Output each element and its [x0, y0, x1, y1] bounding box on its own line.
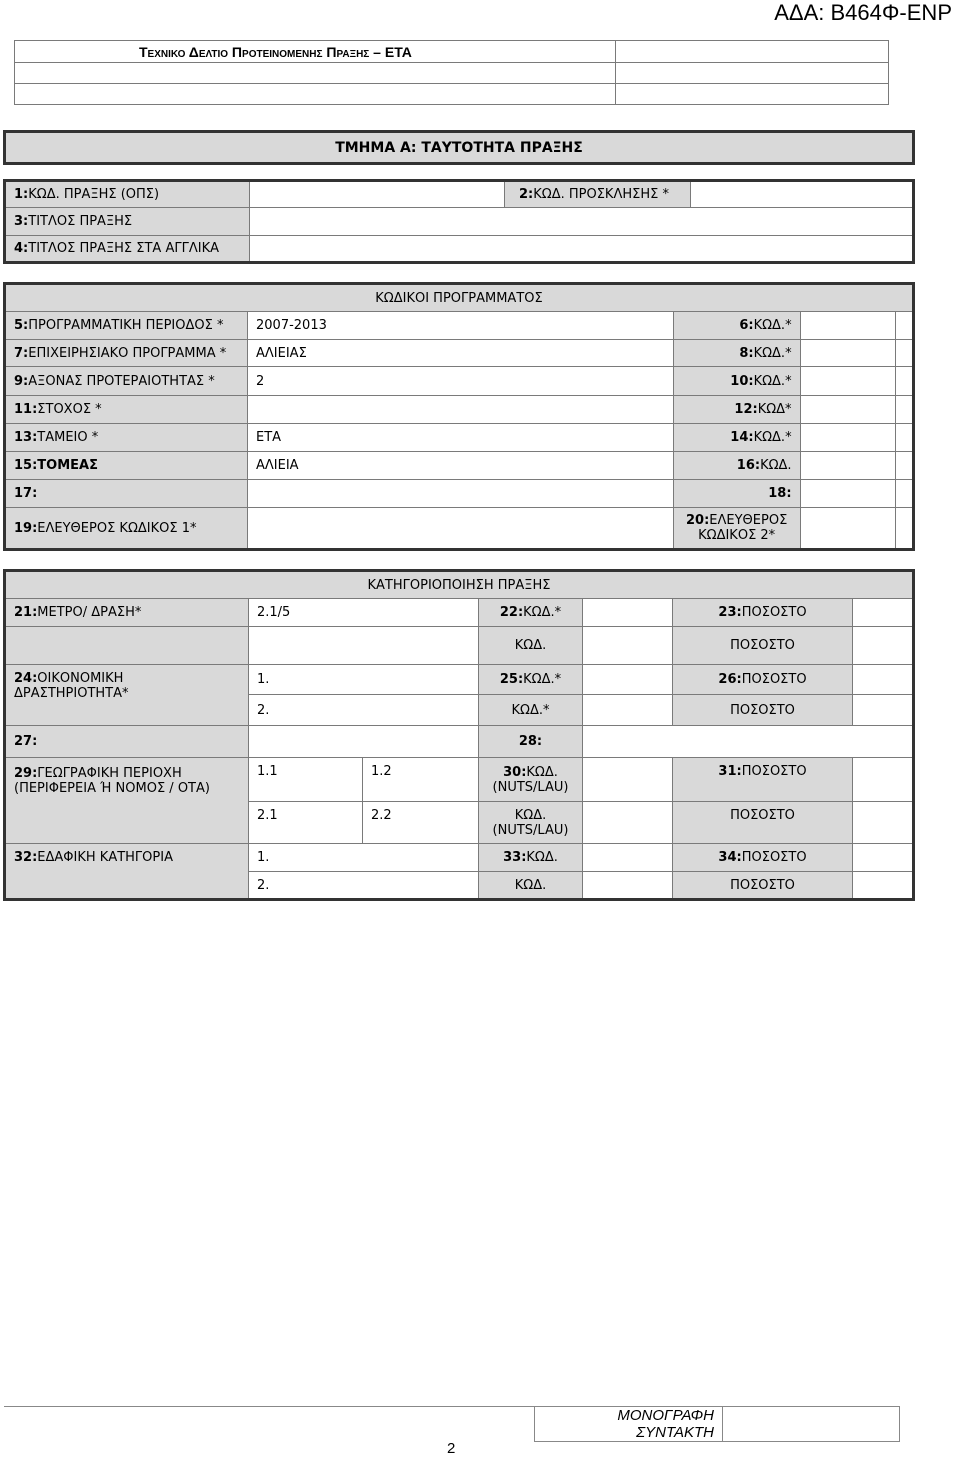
field-3-label: 3:ΤΙΤΛΟΣ ΠΡΑΞΗΣ	[5, 208, 250, 236]
pososto-4-label: ΠΟΣΟΣΤΟ	[673, 872, 853, 900]
field-3-value[interactable]	[250, 208, 914, 236]
field-11-label: 11:ΣΤΟΧΟΣ *	[5, 396, 248, 424]
field-14-extra[interactable]	[896, 424, 914, 452]
field-28-label: 28:	[479, 726, 583, 758]
geo-1-2[interactable]: 1.2	[363, 758, 479, 802]
field-16-value[interactable]	[800, 452, 895, 480]
field-15-label: 15:ΤΟΜΕΑΣ	[5, 452, 248, 480]
field-11-value[interactable]	[248, 396, 674, 424]
field-25-label: 25:ΚΩΔ.*	[479, 665, 583, 695]
geo-2-1[interactable]: 2.1	[249, 802, 363, 844]
field-12-value[interactable]	[800, 396, 895, 424]
field-22-value[interactable]	[583, 599, 673, 627]
field-29-label: 29:ΓΕΩΓΡΑΦΙΚΗ ΠΕΡΙΟΧΗ (ΠΕΡΙΦΕΡΕΙΑ Ή ΝΟΜΟΣ / ΟΤΑ)	[5, 758, 249, 844]
field-1-value[interactable]	[250, 181, 505, 208]
field-23-value[interactable]	[853, 599, 914, 627]
pososto-3-label: ΠΟΣΟΣΤΟ	[673, 802, 853, 844]
field-6-extra[interactable]	[896, 312, 914, 340]
header-table	[14, 40, 889, 105]
page-number: 2	[447, 1440, 456, 1457]
field-17-label: 17:	[5, 480, 248, 508]
field-20-value[interactable]	[800, 508, 895, 550]
classification-blank-label	[5, 627, 249, 665]
field-8-extra[interactable]	[896, 340, 914, 367]
field-18-value[interactable]	[800, 480, 895, 508]
classification-heading: ΚΑΤΗΓΟΡΙΟΠΟΙΗΣΗ ΠΡΑΞΗΣ	[5, 571, 914, 599]
header-cell-empty-3	[15, 84, 616, 105]
field-14-label: 14:ΚΩΔ.*	[673, 424, 800, 452]
field-19-value[interactable]	[248, 508, 674, 550]
field-33-value[interactable]	[583, 844, 673, 872]
field-12-label: 12:ΚΩΔ*	[673, 396, 800, 424]
field-13-label: 13:ΤΑΜΕΙΟ *	[5, 424, 248, 452]
field-7-label: 7:ΕΠΙΧΕΙΡΗΣΙΑΚΟ ΠΡΟΓΡΑΜΜΑ *	[5, 340, 248, 367]
field-10-value[interactable]	[800, 367, 895, 396]
field-5-value[interactable]: 2007-2013	[248, 312, 674, 340]
programme-heading: ΚΩΔΙΚΟΙ ΠΡΟΓΡΑΜΜΑΤΟΣ	[5, 284, 914, 312]
field-8-label: 8:ΚΩΔ.*	[673, 340, 800, 367]
signature-label: ΜΟΝΟΓΡΑΦΗ ΣΥΝΤΑΚΤΗ	[535, 1407, 723, 1442]
pososto-value[interactable]	[853, 627, 914, 665]
field-24-label: 24:ΟΙΚΟΝΟΜΙΚΗ ΔΡΑΣΤΗΡΙΟΤΗΤΑ*	[5, 665, 249, 726]
field-9-label: 9:ΑΞΟΝΑΣ ΠΡΟΤΕΡΑΙΟΤΗΤΑΣ *	[5, 367, 248, 396]
field-20-extra[interactable]	[896, 508, 914, 550]
signature-box[interactable]	[723, 1407, 900, 1442]
section-a-title	[3, 130, 915, 165]
section-a-heading: ΤΜΗΜΑ Α: ΤΑΥΤΟΤΗΤΑ ΠΡΑΞΗΣ	[5, 132, 914, 164]
kod-label: ΚΩΔ.	[479, 627, 583, 665]
field-6-value[interactable]	[800, 312, 895, 340]
field-6-label: 6:ΚΩΔ.*	[673, 312, 800, 340]
field-34-label: 34:ΠΟΣΟΣΤΟ	[673, 844, 853, 872]
field-28-value[interactable]	[583, 726, 914, 758]
programme-table	[3, 282, 915, 551]
header-cell-right	[616, 41, 889, 63]
signature-table	[534, 1406, 900, 1442]
field-16-label: 16:ΚΩΔ.	[673, 452, 800, 480]
doc-title: Τεχνικο Δελτιο Προτεινομενησ Πραξησ – ΕΤΑ	[15, 41, 616, 63]
geo-1-1[interactable]: 1.1	[249, 758, 363, 802]
kod-star-value[interactable]	[583, 695, 673, 726]
field-32-label: 32:ΕΔΑΦΙΚΗ ΚΑΤΗΓΟΡΙΑ	[5, 844, 249, 900]
classification-blank-value[interactable]	[249, 627, 479, 665]
pososto-4-value[interactable]	[853, 872, 914, 900]
field-9-value[interactable]: 2	[248, 367, 674, 396]
field-18-label: 18:	[673, 480, 800, 508]
pososto-2-label: ΠΟΣΟΣΤΟ	[673, 695, 853, 726]
field-2-value[interactable]	[691, 181, 914, 208]
footer-rule	[4, 1406, 534, 1407]
field-24-value-1[interactable]: 1.	[249, 665, 479, 695]
field-27-value[interactable]	[249, 726, 479, 758]
field-2-label: 2:ΚΩΔ. ΠΡΟΣΚΛΗΣΗΣ *	[505, 181, 691, 208]
field-18-extra[interactable]	[896, 480, 914, 508]
field-1-label: 1:ΚΩΔ. ΠΡΑΞΗΣ (ΟΠΣ)	[5, 181, 250, 208]
field-8-value[interactable]	[800, 340, 895, 367]
field-20-label: 20:ΕΛΕΥΘΕΡΟΣ ΚΩΔΙΚΟΣ 2*	[673, 508, 800, 550]
field-12-extra[interactable]	[896, 396, 914, 424]
field-21-label: 21:ΜΕΤΡΟ/ ΔΡΑΣΗ*	[5, 599, 249, 627]
field-15-value[interactable]: ΑΛΙΕΙΑ	[248, 452, 674, 480]
field-24-value-2[interactable]: 2.	[249, 695, 479, 726]
field-34-value[interactable]	[853, 844, 914, 872]
field-21-value[interactable]: 2.1/5	[249, 599, 479, 627]
field-17-value[interactable]	[248, 480, 674, 508]
field-30-value[interactable]	[583, 758, 673, 802]
header-cell-empty-1	[15, 63, 616, 84]
field-4-label: 4:ΤΙΤΛΟΣ ΠΡΑΞΗΣ ΣΤΑ ΑΓΓΛΙΚΑ	[5, 236, 250, 263]
kod-star-label: ΚΩΔ.*	[479, 695, 583, 726]
field-27-label: 27:	[5, 726, 249, 758]
pososto-label: ΠΟΣΟΣΤΟ	[673, 627, 853, 665]
field-31-label: 31:ΠΟΣΟΣΤΟ	[673, 758, 853, 802]
pososto-2-value[interactable]	[853, 695, 914, 726]
field-32-value-1[interactable]: 1.	[249, 844, 479, 872]
field-16-extra[interactable]	[896, 452, 914, 480]
kod-value[interactable]	[583, 627, 673, 665]
field-22-label: 22:ΚΩΔ.*	[479, 599, 583, 627]
field-26-value[interactable]	[853, 665, 914, 695]
field-25-value[interactable]	[583, 665, 673, 695]
identity-table	[3, 179, 915, 264]
kod-nuts-value[interactable]	[583, 802, 673, 844]
field-5-label: 5:ΠΡΟΓΡΑΜΜΑΤΙΚΗ ΠΕΡΙΟΔΟΣ *	[5, 312, 248, 340]
field-19-label: 19:ΕΛΕΥΘΕΡΟΣ ΚΩΔΙΚΟΣ 1*	[5, 508, 248, 550]
header-cell-empty-2	[616, 63, 889, 84]
geo-2-2[interactable]: 2.2	[363, 802, 479, 844]
field-31-value[interactable]	[853, 758, 914, 802]
field-26-label: 26:ΠΟΣΟΣΤΟ	[673, 665, 853, 695]
kod-2-label: ΚΩΔ.	[479, 872, 583, 900]
ada-code: ΑΔΑ: Β464Φ-ΕΝΡ	[774, 0, 952, 25]
field-10-extra[interactable]	[896, 367, 914, 396]
kod-nuts-label: ΚΩΔ. (NUTS/LAU)	[479, 802, 583, 844]
field-13-value[interactable]: ΕΤΑ	[248, 424, 674, 452]
field-32-value-2[interactable]: 2.	[249, 872, 479, 900]
field-7-value[interactable]: ΑΛΙΕΙΑΣ	[248, 340, 674, 367]
kod-2-value[interactable]	[583, 872, 673, 900]
field-33-label: 33:ΚΩΔ.	[479, 844, 583, 872]
field-30-label: 30:ΚΩΔ. (NUTS/LAU)	[479, 758, 583, 802]
field-4-value[interactable]	[250, 236, 914, 263]
field-23-label: 23:ΠΟΣΟΣΤΟ	[673, 599, 853, 627]
pososto-3-value[interactable]	[853, 802, 914, 844]
header-cell-empty-4	[616, 84, 889, 105]
field-10-label: 10:ΚΩΔ.*	[673, 367, 800, 396]
field-14-value[interactable]	[800, 424, 895, 452]
classification-table	[3, 569, 915, 901]
